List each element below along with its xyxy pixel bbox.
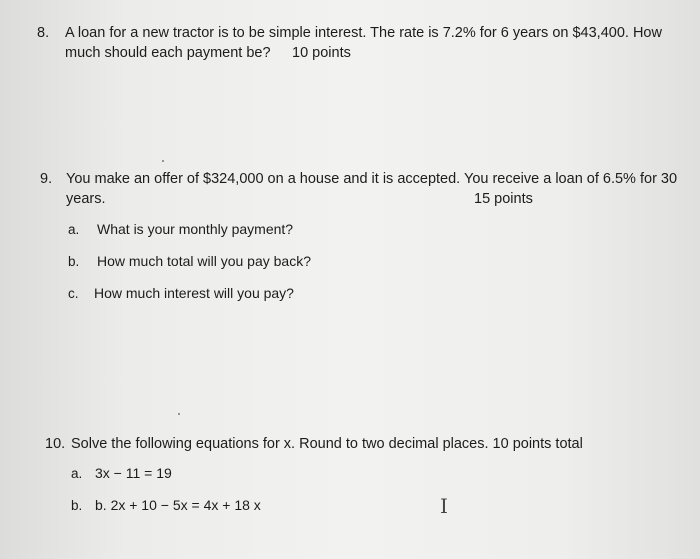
- paper-speck: [178, 413, 180, 415]
- part-text: How much total will you pay back?: [97, 253, 311, 269]
- question-text-line-1: Solve the following equations for x. Round to two decimal places. 10 points total: [71, 436, 583, 452]
- question-number: 10.: [45, 436, 66, 452]
- part-text: How much interest will you pay?: [94, 285, 294, 301]
- text-cursor-icon: I: [440, 494, 448, 518]
- part-text: b. 2x + 10 − 5x = 4x + 18 x: [95, 497, 261, 513]
- paper-speck: [162, 160, 164, 162]
- part-text: 3x − 11 = 19: [95, 465, 172, 481]
- question-text-line-1: You make an offer of $324,000 on a house and it is accepted. You receive a loan of 6.5% for 30: [66, 171, 678, 187]
- question-text-line-2: years.: [66, 191, 106, 207]
- part-letter: a.: [71, 466, 83, 481]
- question-text-line-1: A loan for a new tractor is to be simple interest. The rate is 7.2% for 6 years on $43,400. How: [65, 25, 662, 41]
- question-number: 8.: [37, 25, 50, 41]
- part-letter: b.: [68, 254, 80, 269]
- part-letter: c.: [68, 286, 79, 301]
- part-text: What is your monthly payment?: [97, 221, 294, 237]
- points-label: 15 points: [474, 191, 533, 207]
- points-label: 10 points: [292, 45, 351, 61]
- part-letter: b.: [71, 498, 83, 513]
- question-text-line-2: much should each payment be?: [65, 45, 271, 61]
- question-number: 9.: [40, 171, 53, 187]
- part-letter: a.: [68, 222, 80, 237]
